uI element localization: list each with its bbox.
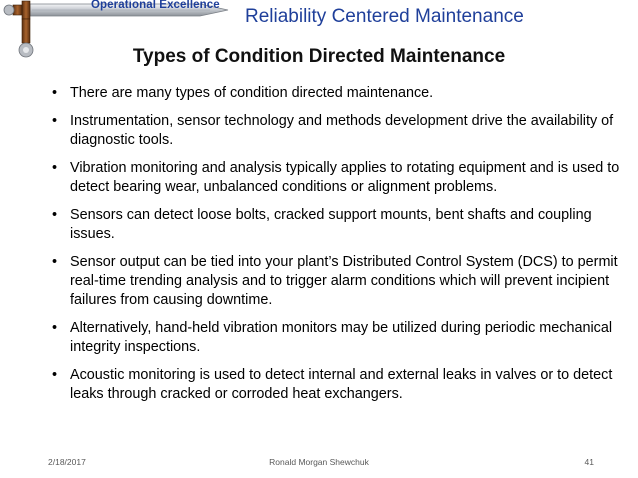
bullet-text: Vibration monitoring and analysis typically applies to rotating equipment and is used to detect bearing wear, unbalanced conditions or alignment problems. <box>70 160 620 195</box>
bullet-text: There are many types of condition directed maintenance. <box>70 85 434 101</box>
bullet-item <box>50 159 628 197</box>
bullet-dot-icon: • <box>52 113 58 129</box>
slide-title: Types of Condition Directed Maintenance <box>132 46 506 67</box>
bullet-item <box>50 84 628 103</box>
footer-page-number: 41 <box>584 457 594 467</box>
bullet-dot-icon: • <box>52 160 58 176</box>
bullet-item <box>50 319 628 357</box>
bullet-dot-icon: • <box>52 320 58 336</box>
bullet-text: Alternatively, hand-held vibration monitors may be utilized during periodic mechanical integrity inspections. <box>70 320 613 355</box>
bullet-item <box>50 366 628 404</box>
footer-date: 2/18/2017 <box>48 457 86 467</box>
bullet-item <box>50 206 628 244</box>
banner-text: Operational Excellence <box>91 0 220 11</box>
bullet-dot-icon: • <box>52 207 58 223</box>
bullet-item <box>50 253 628 310</box>
course-title: Reliability Centered Maintenance <box>245 6 524 27</box>
bullet-text: Sensor output can be tied into your plant’s Distributed Control System (DCS) to permit real-time trending analysis and to trigger alarm conditions which will prevent incipient failures from causing downtime. <box>70 254 618 308</box>
bullet-item <box>50 112 628 150</box>
bullet-list <box>50 84 628 413</box>
bullet-text: Acoustic monitoring is used to detect internal and external leaks in valves or to detect leaks through cracked or corroded heat exchangers. <box>70 367 613 402</box>
bullet-dot-icon: • <box>52 254 58 270</box>
bullet-text: Sensors can detect loose bolts, cracked support mounts, bent shafts and coupling issues. <box>70 207 592 242</box>
bullet-dot-icon: • <box>52 85 58 101</box>
bullet-text: Instrumentation, sensor technology and methods development drive the availability of diagnostic tools. <box>70 113 614 148</box>
footer-author: Ronald Morgan Shewchuk <box>269 457 369 467</box>
bullet-dot-icon: • <box>52 367 58 383</box>
